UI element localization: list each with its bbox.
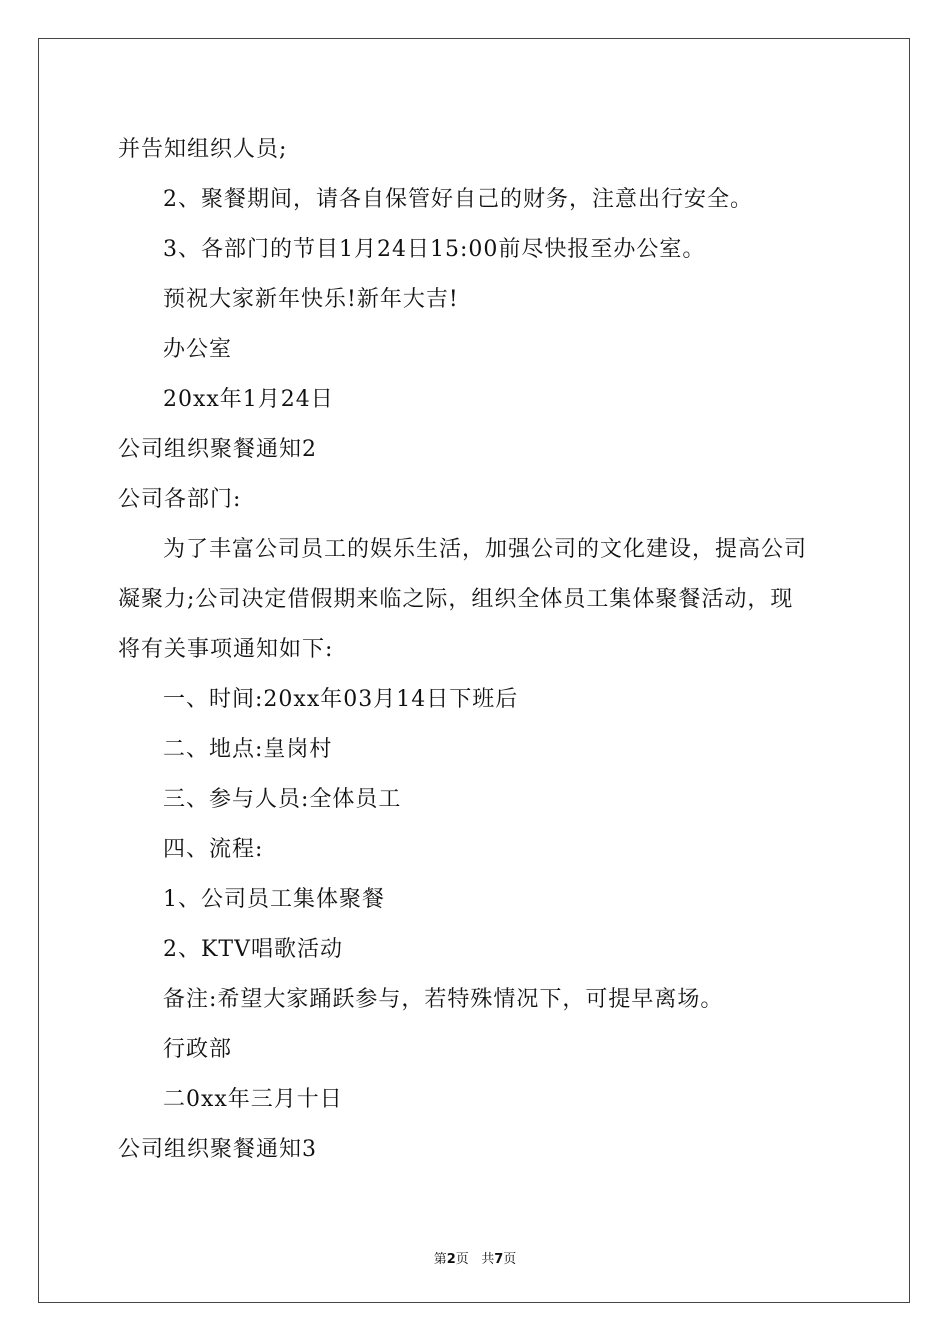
list-item: 2、KTV唱歌活动 [163,937,343,962]
note-line: 备注:希望大家踊跃参与，若特殊情况下，可提早离场。 [163,987,724,1012]
text-line: 3、各部门的节目1月24日15:00前尽快报至办公室。 [163,237,706,262]
page-current: 2 [446,1252,456,1267]
list-item: 二、地点:皇岗村 [163,737,333,762]
page-total: 7 [494,1252,504,1267]
page-suffix: 页 [503,1252,517,1267]
text-line: 2、聚餐期间，请各自保管好自己的财务，注意出行安全。 [163,187,753,212]
list-item: 一、时间:20xx年03月14日下班后 [163,687,519,712]
page-number-footer [0,1248,950,1267]
list-item: 1、公司员工集体聚餐 [163,887,385,912]
list-item: 三、参与人员:全体员工 [163,787,402,812]
page-prefix: 第 [433,1252,447,1267]
list-item: 四、流程: [163,837,264,862]
text-line: 凝聚力;公司决定借假期来临之际，组织全体员工集体聚餐活动，现 [118,587,794,612]
text-line: 并告知组织人员; [118,137,288,162]
section-heading: 公司组织聚餐通知3 [118,1137,317,1162]
text-line: 预祝大家新年快乐!新年大吉! [163,287,459,312]
text-line: 为了丰富公司员工的娱乐生活，加强公司的文化建设，提高公司 [163,537,808,562]
text-line: 将有关事项通知如下: [118,637,334,662]
document-body [118,125,838,1175]
date-line: 二0xx年三月十日 [163,1087,343,1112]
signature-office: 办公室 [163,337,233,362]
date-line: 20xx年1月24日 [163,387,334,412]
section-heading: 公司组织聚餐通知2 [118,437,317,462]
signature-dept: 行政部 [163,1037,233,1062]
page-mid: 页 共 [455,1252,495,1267]
salutation: 公司各部门: [118,487,242,512]
